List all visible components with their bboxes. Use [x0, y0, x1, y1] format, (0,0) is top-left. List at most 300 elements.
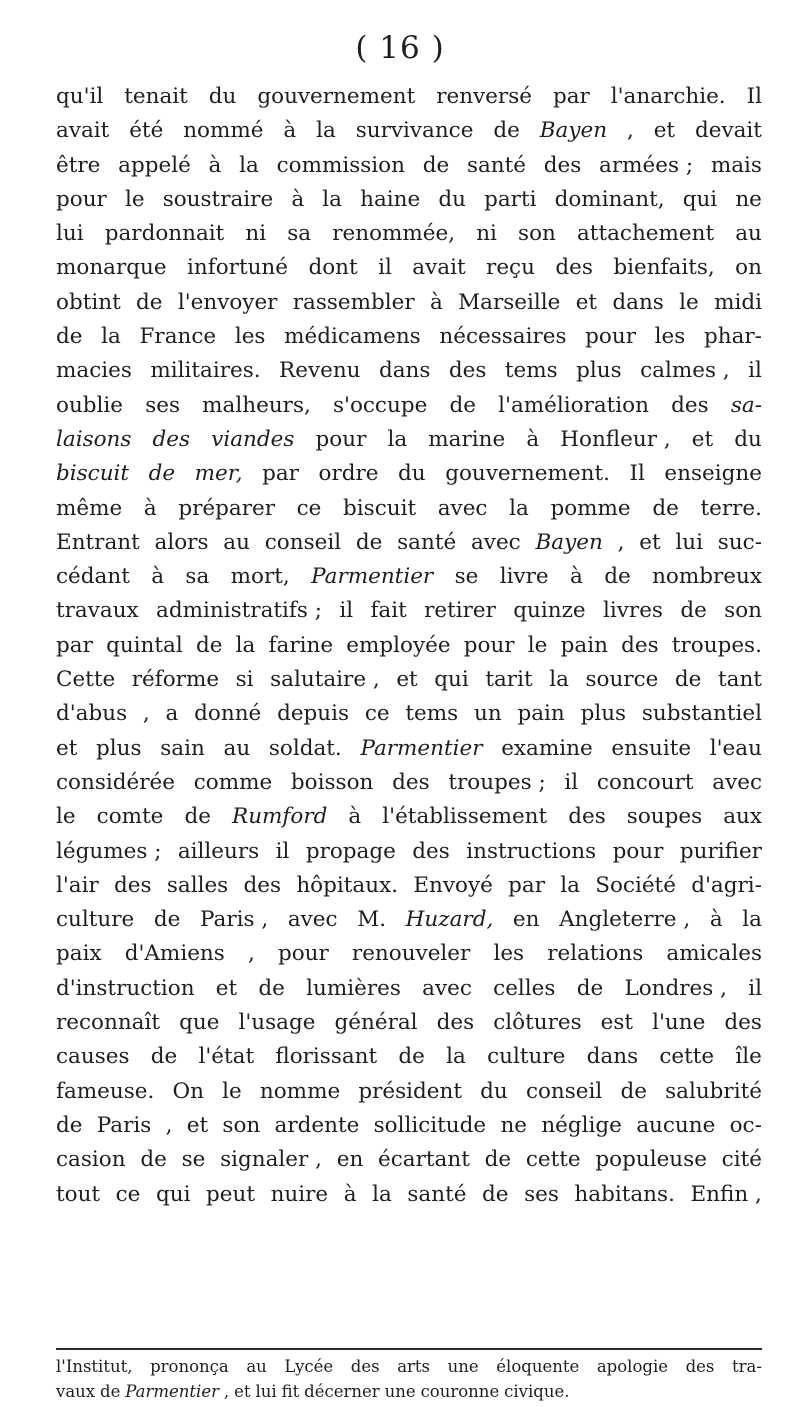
word: gouvernement. — [445, 461, 610, 487]
word: qui — [682, 186, 718, 212]
word: Il — [629, 461, 645, 487]
word: pour — [56, 186, 107, 212]
word: l'établissement — [382, 804, 548, 830]
word: et — [653, 118, 676, 144]
word: instructions — [466, 838, 597, 864]
word: pour — [585, 324, 637, 350]
word: celles — [493, 975, 556, 1001]
word: cette — [659, 1044, 715, 1070]
word: à — [283, 118, 297, 144]
word: santé — [397, 529, 457, 555]
text-line — [56, 393, 762, 427]
page-number: ( 16 ) — [355, 30, 445, 66]
word: l'amélioration — [498, 392, 649, 418]
text-line — [56, 530, 762, 564]
word: pour — [315, 426, 367, 452]
word: Il — [746, 84, 762, 109]
word: infortuné — [187, 255, 289, 281]
word: les — [234, 324, 266, 350]
word: livre — [499, 564, 549, 590]
word: salutaire , — [270, 667, 380, 693]
word: On — [172, 1078, 204, 1104]
word: dans — [612, 289, 664, 315]
word: des — [555, 255, 593, 281]
word: quintal — [106, 632, 183, 658]
word: casion — [56, 1147, 126, 1173]
word: général — [334, 1010, 418, 1036]
word: l'état — [198, 1044, 255, 1070]
word: de — [140, 1147, 167, 1173]
word: lumières — [306, 975, 401, 1001]
word: paix — [56, 941, 102, 967]
word: de — [148, 461, 176, 487]
word: parti — [484, 186, 537, 212]
word: des — [543, 152, 582, 178]
word: Enfin , — [690, 1181, 762, 1207]
word: la — [742, 907, 762, 933]
word: avec — [712, 769, 762, 795]
word: devait — [694, 118, 762, 144]
text-line — [56, 770, 762, 804]
text-line — [56, 1010, 762, 1044]
word: l'air — [56, 872, 99, 898]
word: Société — [595, 872, 676, 898]
word: Huzard, — [405, 907, 494, 933]
word: soupes — [626, 804, 703, 830]
word: de — [604, 564, 631, 590]
word: de — [398, 1044, 425, 1070]
word: à — [208, 152, 222, 178]
word: attachement — [576, 221, 715, 247]
word: par — [56, 632, 93, 658]
word: pomme — [550, 495, 631, 521]
text-line — [56, 290, 762, 324]
word: aux — [723, 804, 762, 830]
word: culture — [56, 907, 135, 933]
footnote-line — [56, 1357, 762, 1382]
word: survivance — [355, 118, 474, 144]
word: alors — [154, 529, 209, 555]
word: enseigne — [664, 461, 762, 487]
word: l'anarchie. — [610, 84, 726, 109]
word: à — [570, 564, 583, 590]
word: nommé — [183, 118, 264, 144]
word: ardente — [274, 1112, 360, 1138]
word: ensuite — [611, 735, 692, 761]
word: la — [322, 186, 342, 212]
word: travaux — [56, 598, 139, 624]
word: sollicitude — [373, 1112, 487, 1138]
word: les — [493, 941, 525, 967]
word: qu'il — [56, 84, 104, 109]
word: une — [384, 1382, 416, 1401]
text-line — [56, 564, 762, 598]
text-line — [56, 358, 762, 392]
word: du — [480, 1078, 508, 1104]
word: d'abus — [56, 701, 128, 727]
word: même — [56, 495, 123, 521]
text-line — [56, 496, 762, 530]
word: et — [396, 667, 418, 693]
word: tems — [405, 701, 459, 727]
word: tems — [504, 358, 558, 384]
word: cité — [721, 1147, 762, 1173]
word: ni — [476, 221, 497, 247]
word: par — [262, 461, 299, 487]
text-line — [56, 461, 762, 495]
word: calmes , — [640, 358, 730, 384]
word: Revenu — [279, 358, 361, 384]
word: examine — [501, 735, 593, 761]
word: , — [626, 118, 634, 144]
word: ce — [115, 1181, 141, 1207]
word: dans — [378, 358, 431, 384]
word: au — [735, 221, 762, 247]
text-line — [56, 1113, 762, 1147]
word: du — [734, 426, 762, 452]
text-line — [56, 324, 762, 358]
word: plus — [96, 735, 142, 761]
word: plus — [580, 701, 627, 727]
word: renversé — [436, 84, 532, 109]
word: des — [724, 1010, 762, 1036]
word: habitans. — [574, 1181, 675, 1207]
text-line — [56, 701, 762, 735]
word: peut — [206, 1181, 256, 1207]
text-line — [56, 427, 762, 461]
word: pour — [463, 632, 515, 658]
word: signaler , — [220, 1147, 322, 1173]
word: il — [339, 598, 354, 624]
word: des — [412, 838, 450, 864]
word: M. — [357, 907, 387, 933]
word: avec — [437, 495, 488, 521]
footnote — [56, 1357, 762, 1407]
word: Londres , — [624, 975, 727, 1001]
word: de — [184, 804, 211, 830]
body-text — [56, 84, 762, 1216]
word: relations — [547, 941, 644, 967]
word: de — [100, 1382, 121, 1401]
word: tout — [56, 1181, 101, 1207]
word: le — [124, 186, 145, 212]
word: de — [153, 907, 181, 933]
word: commission — [276, 152, 405, 178]
word: son — [222, 1112, 261, 1138]
word: clôtures — [493, 1010, 582, 1036]
word: la — [372, 1181, 392, 1207]
text-line — [56, 84, 762, 118]
word: oublie — [56, 392, 124, 418]
word: de — [422, 152, 450, 178]
word: légumes ; — [56, 838, 162, 864]
text-line — [56, 976, 762, 1010]
word: fit — [281, 1382, 300, 1401]
word: de — [576, 975, 604, 1001]
word: laisons — [56, 426, 132, 452]
word: amicales — [666, 941, 762, 967]
word: il — [378, 255, 392, 281]
word: militaires. — [150, 358, 261, 384]
word: fait — [370, 598, 407, 624]
word: été — [129, 118, 164, 144]
word: appelé — [118, 152, 191, 178]
word: du — [398, 461, 426, 487]
word: populeuse — [595, 1147, 707, 1173]
word: tant — [718, 667, 762, 693]
word: l'usage — [238, 1010, 316, 1036]
word: le — [527, 632, 548, 658]
word: soustraire — [162, 186, 274, 212]
word: sa — [287, 221, 312, 247]
word: , — [247, 941, 255, 967]
text-line — [56, 839, 762, 873]
word: du — [208, 84, 237, 109]
word: nomme — [259, 1078, 341, 1104]
word: biscuit — [343, 495, 417, 521]
word: des — [436, 1010, 475, 1036]
word: le — [679, 289, 699, 315]
text-line — [56, 633, 762, 667]
word: cédant — [56, 564, 130, 590]
word: éloquente — [496, 1357, 580, 1376]
word: sa — [185, 564, 210, 590]
word: de — [652, 495, 679, 521]
word: préparer — [178, 495, 275, 521]
word: des — [448, 358, 487, 384]
word: salubrité — [665, 1078, 762, 1104]
word: salles — [166, 872, 229, 898]
word: couronne — [420, 1382, 500, 1401]
word: suc- — [717, 529, 762, 555]
word: nuire — [270, 1181, 329, 1207]
word: midi — [714, 289, 762, 315]
word: président — [358, 1078, 462, 1104]
text-line — [56, 907, 762, 941]
word: dont — [308, 255, 358, 281]
word: néglige — [541, 1112, 622, 1138]
word: reçu — [486, 255, 535, 281]
footnote-line — [56, 1382, 762, 1407]
word: sain — [160, 735, 205, 761]
word: boisson — [290, 769, 374, 795]
word: l'envoyer — [177, 289, 278, 315]
word: dominant, — [554, 186, 665, 212]
word: Bayen — [539, 118, 608, 144]
word: et — [186, 1112, 209, 1138]
word: mais — [710, 152, 762, 178]
word: médicamens — [284, 324, 421, 350]
text-line — [56, 873, 762, 907]
word: lui — [56, 221, 84, 247]
word: sa- — [730, 392, 762, 418]
word: des — [621, 632, 659, 658]
word: à — [143, 495, 157, 521]
word: aucune — [636, 1112, 716, 1138]
word: ses — [145, 392, 180, 418]
word: , — [617, 529, 625, 555]
word: des — [671, 392, 709, 418]
word: armées ; — [599, 152, 694, 178]
word: par — [508, 872, 545, 898]
word: santé — [407, 1181, 467, 1207]
word: à — [291, 186, 305, 212]
word: dans — [586, 1044, 639, 1070]
word: fameuse. — [56, 1078, 155, 1104]
word: ailleurs — [177, 838, 260, 864]
text-line — [56, 187, 762, 221]
word: haine — [360, 186, 421, 212]
word: l'eau — [709, 735, 762, 761]
word: lui — [675, 529, 704, 555]
word: Angleterre , — [559, 907, 691, 933]
word: bienfaits, — [613, 255, 715, 281]
word: donné — [194, 701, 262, 727]
word: troupes. — [671, 632, 762, 658]
word: livres — [603, 598, 663, 624]
word: de — [150, 1044, 178, 1070]
word: qui — [434, 667, 469, 693]
word: le — [56, 804, 76, 830]
word: mer, — [194, 461, 243, 487]
word: à — [709, 907, 723, 933]
word: macies — [56, 358, 132, 384]
word: il — [748, 358, 762, 384]
word: pour — [612, 838, 664, 864]
word: Paris , — [200, 907, 269, 933]
word: ce — [364, 701, 390, 727]
word: un — [473, 701, 502, 727]
word: civique. — [504, 1382, 570, 1401]
word: par — [552, 84, 590, 109]
word: pain — [560, 632, 608, 658]
word: depuis — [277, 701, 350, 727]
word: son — [724, 598, 762, 624]
word: la — [509, 495, 529, 521]
word: Parmentier — [360, 735, 483, 761]
word: conseil — [525, 1078, 603, 1104]
word: France — [139, 324, 217, 350]
word: de — [56, 324, 83, 350]
word: gouvernement — [257, 84, 416, 109]
word: le — [222, 1078, 242, 1104]
word: la — [446, 1044, 466, 1070]
word: ni — [245, 221, 267, 247]
word: la — [316, 118, 336, 144]
word: Marseille — [458, 289, 561, 315]
word: avec — [287, 907, 338, 933]
word: de — [56, 1112, 83, 1138]
text-line — [56, 1182, 762, 1216]
word: à — [151, 564, 165, 590]
word: tenait — [124, 84, 188, 109]
word: la — [549, 667, 569, 693]
word: au — [223, 529, 250, 555]
word: soldat. — [268, 735, 342, 761]
word: à — [348, 804, 362, 830]
word: des — [152, 426, 191, 452]
word: pour — [277, 941, 329, 967]
word: se — [181, 1147, 206, 1173]
word: prononça — [150, 1357, 229, 1376]
word: la — [101, 324, 121, 350]
word: hôpitaux. — [296, 872, 399, 898]
word: substantiel — [641, 701, 762, 727]
word: ordre — [318, 461, 379, 487]
word: nécessaires — [439, 324, 567, 350]
word: tra- — [732, 1357, 762, 1376]
word: cette — [525, 1147, 581, 1173]
word: des — [243, 872, 282, 898]
word: concourt — [596, 769, 694, 795]
word: ce — [296, 495, 322, 521]
word: du — [438, 186, 466, 212]
word: comte — [96, 804, 164, 830]
word: employée — [346, 632, 451, 658]
word: apologie — [596, 1357, 668, 1376]
footnote-rule — [56, 1348, 762, 1350]
word: malheurs, — [202, 392, 311, 418]
word: farine — [268, 632, 334, 658]
word: purifier — [679, 838, 762, 864]
word: la — [239, 152, 259, 178]
word: se — [454, 564, 479, 590]
word: marine — [428, 426, 506, 452]
word: il — [564, 769, 579, 795]
text-line — [56, 255, 762, 289]
word: est — [600, 1010, 634, 1036]
word: de — [136, 289, 163, 315]
word: des — [114, 872, 152, 898]
word: il — [275, 838, 290, 864]
text-line — [56, 221, 762, 255]
word: considérée — [56, 769, 175, 795]
word: santé — [466, 152, 527, 178]
word: île — [735, 1044, 762, 1070]
word: Parmentier — [311, 564, 434, 590]
word: les — [654, 324, 686, 350]
word: d'instruction — [56, 975, 195, 1001]
word: une — [447, 1357, 479, 1376]
word: de — [620, 1078, 647, 1104]
text-line — [56, 153, 762, 187]
word: la — [387, 426, 408, 452]
word: de — [355, 529, 383, 555]
word: en — [512, 907, 540, 933]
word: causes — [56, 1044, 130, 1070]
text-line — [56, 1147, 762, 1181]
word: et — [234, 1382, 251, 1401]
word: au — [223, 735, 251, 761]
word: de — [674, 667, 702, 693]
word: et — [639, 529, 661, 555]
word: renommée, — [332, 221, 456, 247]
word: que — [179, 1010, 220, 1036]
word: nombreux — [652, 564, 762, 590]
text-line — [56, 941, 762, 975]
word: pain — [517, 701, 565, 727]
word: de — [449, 392, 476, 418]
word: mort, — [230, 564, 290, 590]
word: oc- — [729, 1112, 762, 1138]
word: rassembler — [292, 289, 415, 315]
word: réforme — [131, 667, 220, 693]
word: et — [575, 289, 598, 315]
word: être — [56, 152, 101, 178]
word: à — [430, 289, 443, 315]
word: avec — [470, 529, 521, 555]
word: phar- — [703, 324, 762, 350]
